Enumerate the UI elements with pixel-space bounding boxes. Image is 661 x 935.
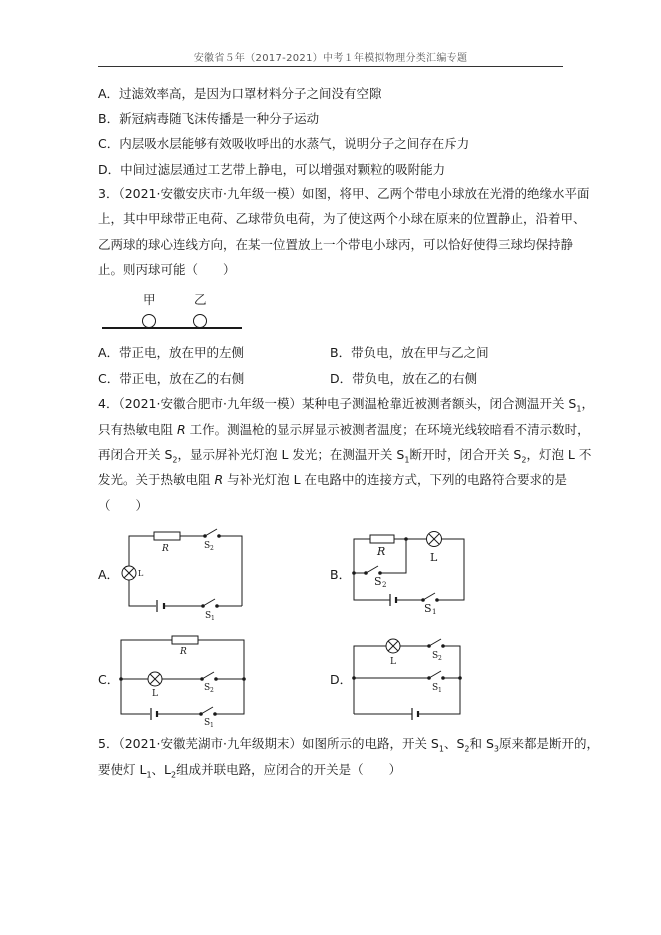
battery xyxy=(157,600,164,612)
q3-option-c: C．带正电，放在乙的右侧 xyxy=(98,371,245,386)
junction-node xyxy=(119,677,123,681)
switch-s2-label: S xyxy=(432,651,439,661)
q5-line-1: 5．（2021·安徽芜湖市·九年级期末）如图所示的电路，开关 $S_1$、$S_2$和 $S_3$原来都是断开的， xyxy=(98,736,600,754)
ball-a-label: 甲 xyxy=(143,292,156,307)
switch-s2-label: S xyxy=(204,541,211,551)
switch-s1 xyxy=(422,593,439,601)
switch-s1-sub: 1 xyxy=(210,722,214,729)
switch-s2 xyxy=(428,639,445,647)
q2-option-b: B．新冠病毒随飞沫传播是一种分子运动 xyxy=(98,111,320,126)
circuit-d-wires xyxy=(354,646,460,714)
resistor-r xyxy=(154,532,180,540)
junction-node xyxy=(458,676,462,680)
battery xyxy=(412,708,418,720)
switch-s2-sub: 2 xyxy=(210,687,214,694)
lamp-l xyxy=(386,639,400,653)
lamp-l xyxy=(427,532,442,547)
q4-line-5: （ ） xyxy=(98,498,149,513)
page-header: 安徽省５年（2017-2021）中考１年模拟物理分类汇编专题 xyxy=(193,53,468,64)
q3-line-2: 上，其中甲球带正电荷、乙球带负电荷，为了使这两个小球在原来的位置静止，沿着甲、 xyxy=(98,211,586,226)
junction-node xyxy=(404,537,408,541)
q2-option-c: C．内层吸水层能够有效吸收呼出的水蒸气，说明分子之间存在斥力 xyxy=(98,136,470,151)
resistor-r xyxy=(172,636,198,644)
q3-line-3: 乙两球的球心连线方向，在某一位置放上一个带电小球丙，可以恰好使得三球均保持静 xyxy=(98,237,574,252)
q3-figure xyxy=(98,288,248,333)
switch-s1 xyxy=(428,671,445,679)
switch-s2-label: S xyxy=(374,575,382,588)
junction-node xyxy=(352,676,356,680)
battery xyxy=(390,594,396,606)
q2-option-a: A．过滤效率高，是因为口罩材料分子之间没有空隙 xyxy=(98,86,382,101)
q4-circuit-c xyxy=(116,630,251,729)
lamp-l xyxy=(148,672,162,686)
lamp-l-label: L xyxy=(430,551,438,564)
q4-circuit-b xyxy=(346,522,471,616)
junction-node xyxy=(352,571,356,575)
q3-option-d: D．带负电，放在乙的右侧 xyxy=(330,371,478,386)
header-divider xyxy=(98,66,563,67)
q3-option-a: A．带正电，放在甲的左侧 xyxy=(98,345,245,360)
q3-option-b: B．带负电，放在甲与乙之间 xyxy=(330,345,489,360)
q4-line-1: 4．（2021·安徽合肥市·九年级一模）某种电子测温枪靠近被测者额头，闭合测温开关 $S_1$， xyxy=(98,396,594,414)
q4-line-2: 只有热敏电阻 R 工作。测温枪的显示屏显示被测者温度；在环境光线较暗看不清示数时， xyxy=(98,422,590,437)
switch-s2-label: S xyxy=(204,683,211,693)
resistor-r-label: R xyxy=(377,545,386,558)
switch-s2 xyxy=(201,672,218,680)
q4-line-3: 再闭合开关 $S_2$，显示屏补光灯泡 L 发光；在测温开关 $S_1$断开时，闭合开关 $S_2$，灯泡 L 不 xyxy=(98,447,592,465)
q3-line-4: 止。则丙球可能（ ） xyxy=(98,262,236,277)
circuit-a-wires xyxy=(129,536,242,606)
q4-line-4: 发光。关于热敏电阻 R 与补光灯泡 L 在电路中的连接方式，下列的电路符合要求的是 xyxy=(98,472,568,487)
lamp-l-label: L xyxy=(152,689,158,699)
lamp-l-label: L xyxy=(138,569,144,578)
lamp-l xyxy=(122,566,136,580)
switch-s1 xyxy=(200,707,217,715)
lamp-l-label: L xyxy=(390,657,396,667)
q4-option-a-label: A． xyxy=(98,567,120,582)
q4-option-c-label: C． xyxy=(98,672,120,687)
switch-s1-sub: 1 xyxy=(438,687,442,694)
junction-node xyxy=(242,677,246,681)
q4-circuit-a xyxy=(112,522,252,622)
switch-s1 xyxy=(202,599,219,607)
switch-s1-label: S xyxy=(204,718,211,728)
ball-b xyxy=(194,315,207,328)
switch-s1-label: S xyxy=(432,683,439,693)
q2-option-d: D．中间过滤层通过工艺带上静电，可以增强对颗粒的吸附能力 xyxy=(98,162,446,177)
switch-s2 xyxy=(204,529,221,537)
resistor-r-label: R xyxy=(180,647,187,657)
circuit-b-wires xyxy=(354,539,464,600)
q4-option-b-label: B． xyxy=(330,567,352,582)
switch-s2 xyxy=(365,566,382,574)
switch-s2-sub: 2 xyxy=(210,545,214,552)
ball-b-label: 乙 xyxy=(194,292,207,307)
switch-s1-label: S xyxy=(205,611,212,621)
battery xyxy=(151,708,157,720)
q3-line-1: 3．（2021·安徽安庆市·九年级一模）如图，将甲、乙两个带电小球放在光滑的绝缘水平面 xyxy=(98,186,590,201)
switch-s2-sub: 2 xyxy=(438,655,442,662)
ball-a xyxy=(143,315,156,328)
switch-s1-label: S xyxy=(424,602,432,615)
resistor-r xyxy=(370,535,394,543)
q4-circuit-d xyxy=(344,630,469,722)
q5-line-2: 要使灯 $L_1$、$L_2$组成并联电路，应闭合的开关是（ ） xyxy=(98,762,402,780)
resistor-r-label: R xyxy=(162,544,169,554)
switch-s1-sub: 1 xyxy=(211,615,215,622)
switch-s1-sub: 1 xyxy=(432,608,437,616)
switch-s2-sub: 2 xyxy=(382,581,387,589)
q4-option-d-label: D． xyxy=(330,672,353,687)
